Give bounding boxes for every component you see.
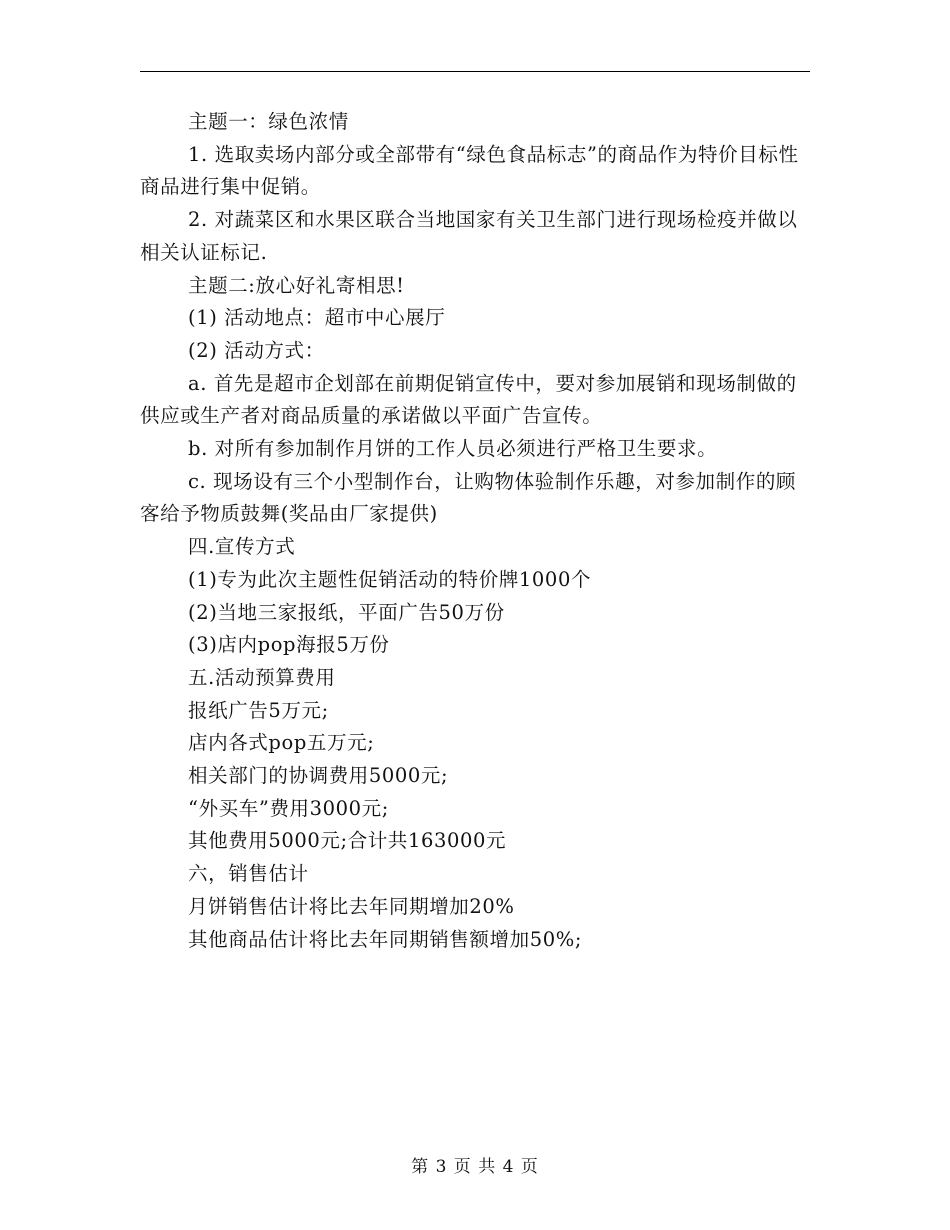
paragraph-method-c: c. 现场设有三个小型制作台，让购物体验制作乐趣，对参加制作的顾客给予物质鼓舞(奖品由厂家提供) xyxy=(140,469,797,526)
paragraph-method-a: a. 首先是超市企划部在前期促销宣传中，要对参加展销和现场制做的供应或生产者对商品质量的承诺做以平面广告宣传。 xyxy=(140,371,797,428)
budget-item-coordination: 相关部门的协调费用5000元; xyxy=(188,764,449,788)
section-heading-promotion: 四.宣传方式 xyxy=(188,535,296,559)
paragraph-method: (2) 活动方式： xyxy=(188,338,325,362)
paragraph-item-2: 2. 对蔬菜区和水果区联合当地国家有关卫生部门进行现场检疫并做以相关认证标记. xyxy=(140,208,798,264)
budget-item-newspaper: 报纸广告5万元; xyxy=(188,698,329,722)
budget-item-vehicle: “外买车”费用3000元; xyxy=(188,796,389,820)
forecast-other-goods: 其他商品估计将比去年同期销售额增加50%; xyxy=(188,927,583,951)
budget-item-other-total: 其他费用5000元;合计共163000元 xyxy=(188,829,507,853)
section-heading-budget: 五.活动预算费用 xyxy=(188,665,336,689)
paragraph-theme-1: 主题一：绿色浓情 xyxy=(188,110,349,133)
paragraph-item-1: 1. 选取卖场内部分或全部带有“绿色食品标志”的商品作为特价目标性商品进行集中促销。 xyxy=(140,142,799,199)
promotion-item-3: (3)店内pop海报5万份 xyxy=(188,633,390,657)
promotion-item-1: (1)专为此次主题性促销活动的特价牌1000个 xyxy=(188,567,592,591)
document-body xyxy=(140,106,810,956)
budget-item-pop: 店内各式pop五万元; xyxy=(188,731,375,755)
header-rule xyxy=(140,71,810,72)
paragraph-theme-2: 主题二:放心好礼寄相思! xyxy=(188,273,405,297)
paragraph-method-b: b. 对所有参加制作月饼的工作人员必须进行严格卫生要求。 xyxy=(188,437,718,461)
forecast-mooncake: 月饼销售估计将比去年同期增加20% xyxy=(188,894,515,918)
promotion-item-2: (2)当地三家报纸，平面广告50万份 xyxy=(188,600,505,624)
page-number: 第 3 页 共 4 页 xyxy=(411,1157,539,1177)
paragraph-location: (1) 活动地点：超市中心展厅 xyxy=(188,306,446,330)
section-heading-forecast: 六，销售估计 xyxy=(188,862,309,886)
